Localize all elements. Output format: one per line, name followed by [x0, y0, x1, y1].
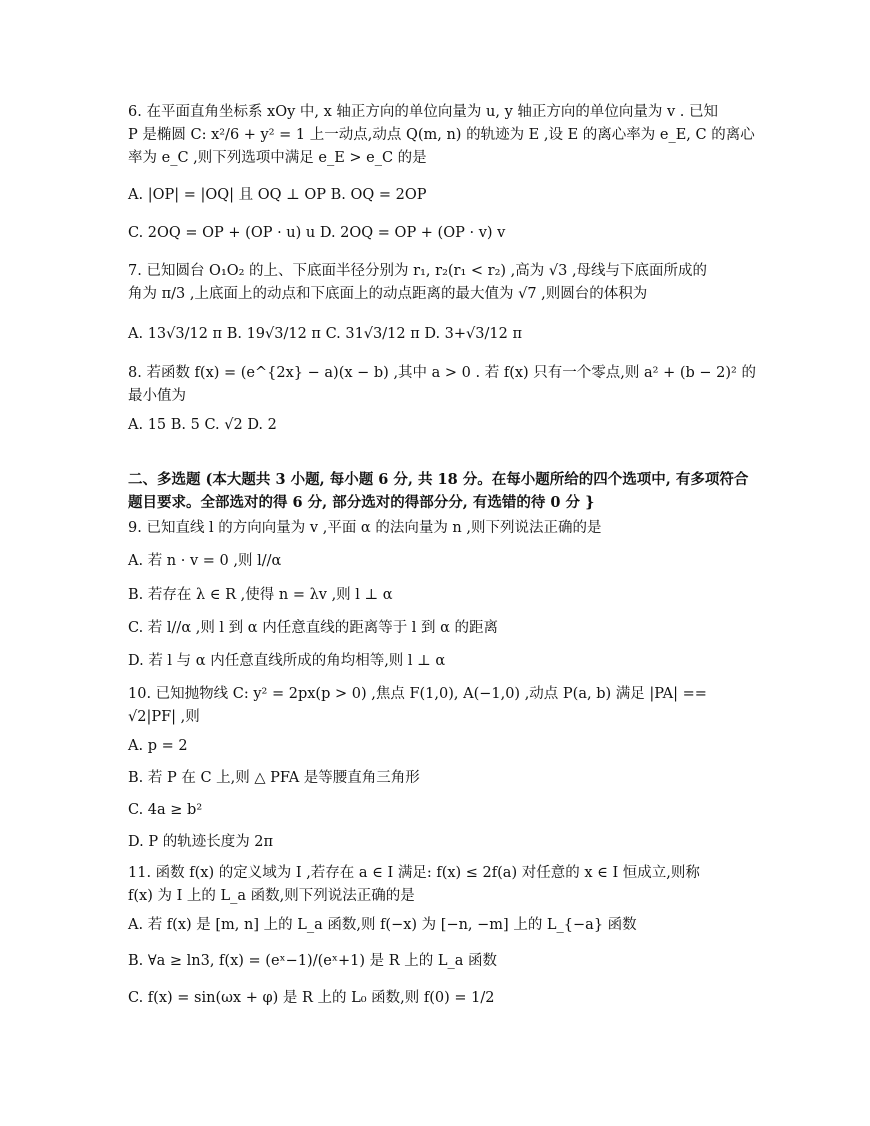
- question-11: [128, 862, 743, 908]
- question-6-line-1: 6. 在平面直角坐标系 xOy 中, x 轴正方向的单位向量为 u, y 轴正方向的单位向量为 v . 已知: [128, 104, 719, 120]
- option-text: C. 若 l//α ,则 l 到 α 内任意直线的距离等于 l 到 α 的距离: [128, 620, 499, 636]
- question-9-option-c: [128, 617, 743, 640]
- question-8: [128, 362, 756, 408]
- question-11-option-c: [128, 987, 743, 1010]
- question-6-option-ab: [128, 184, 743, 207]
- question-9-line-1: 9. 已知直线 l 的方向向量为 v ,平面 α 的法向量为 n ,则下列说法正确的是: [128, 520, 602, 536]
- option-text: D. 若 l 与 α 内任意直线所成的角均相等,则 l ⊥ α: [128, 653, 446, 669]
- question-9: [128, 517, 743, 540]
- option-text: C. f(x) = sin(ωx + φ) 是 R 上的 L₀ 函数,则 f(0) = 1/2: [128, 990, 495, 1006]
- option-text: C. 2OQ = OP + (OP · u) u D. 2OQ = OP + (OP · v) v: [128, 225, 506, 241]
- question-10-line-2: √2|PF| ,则: [128, 709, 200, 725]
- option-text: A. 13√3/12 π B. 19√3/12 π C. 31√3/12 π D. 3+√3/12 π: [128, 326, 522, 342]
- option-text: C. 4a ≥ b²: [128, 802, 203, 818]
- question-9-option-b: [128, 584, 743, 607]
- question-7: [128, 260, 743, 306]
- question-9-option-d: [128, 650, 743, 673]
- option-text: B. 若存在 λ ∈ R ,使得 n = λv ,则 l ⊥ α: [128, 587, 393, 603]
- question-6-option-cd: [128, 222, 743, 245]
- option-text: D. P 的轨迹长度为 2π: [128, 834, 274, 850]
- option-text: A. 15 B. 5 C. √2 D. 2: [128, 417, 277, 433]
- question-10-option-a: [128, 735, 743, 758]
- section-heading-line-2: 题目要求。全部选对的得 6 分, 部分选对的得部分分, 有选错的待 0 分 }: [128, 494, 595, 511]
- question-10-option-d: [128, 831, 743, 854]
- question-11-option-b: [128, 950, 743, 973]
- section-heading: [128, 468, 749, 514]
- question-8-line-1: 8. 若函数 f(x) = (e^{2x} − a)(x − b) ,其中 a > 0 . 若 f(x) 只有一个零点,则 a² + (b − 2)² 的: [128, 365, 756, 381]
- option-text: A. 若 n · v = 0 ,则 l//α: [128, 553, 282, 569]
- option-text: A. 若 f(x) 是 [m, n] 上的 L_a 函数,则 f(−x) 为 [−n, −m] 上的 L_{−a} 函数: [128, 917, 637, 933]
- question-11-line-2: f(x) 为 I 上的 L_a 函数,则下列说法正确的是: [128, 888, 415, 904]
- question-7-line-1: 7. 已知圆台 O₁O₂ 的上、下底面半径分别为 r₁, r₂(r₁ < r₂) ,高为 √3 ,母线与下底面所成的: [128, 263, 708, 279]
- question-9-option-a: [128, 550, 743, 573]
- question-6-line-3: 率为 e_C ,则下列选项中满足 e_E > e_C 的是: [128, 150, 427, 166]
- question-10-option-b: [128, 767, 743, 790]
- option-text: B. ∀a ≥ ln3, f(x) = (eˣ−1)/(eˣ+1) 是 R 上的 L_a 函数: [128, 953, 497, 969]
- question-6-line-2: P 是椭圆 C: x²/6 + y² = 1 上一动点,动点 Q(m, n) 的轨迹为 E ,设 E 的离心率为 e_E, C 的离心: [128, 127, 755, 143]
- question-6: [128, 101, 755, 170]
- question-8-options: [128, 414, 743, 437]
- question-10-option-c: [128, 799, 743, 822]
- question-7-options: [128, 323, 743, 346]
- question-7-line-2: 角为 π/3 ,上底面上的动点和下底面上的动点距离的最大值为 √7 ,则圆台的体积为: [128, 286, 648, 302]
- section-heading-line-1: 二、多选题 (本大题共 3 小题, 每小题 6 分, 共 18 分。在每小题所给的四个选项中, 有多项符合: [128, 471, 749, 488]
- question-11-option-a: [128, 914, 743, 937]
- option-text: A. p = 2: [128, 738, 188, 754]
- option-text: A. |OP| = |OQ| 且 OQ ⊥ OP B. OQ = 2OP: [128, 187, 427, 203]
- question-10-line-1: 10. 已知抛物线 C: y² = 2px(p > 0) ,焦点 F(1,0), A(−1,0) ,动点 P(a, b) 满足 |PA| ==: [128, 686, 707, 702]
- question-8-line-2: 最小值为: [128, 388, 186, 404]
- question-10: [128, 683, 743, 729]
- question-11-line-1: 11. 函数 f(x) 的定义域为 I ,若存在 a ∈ I 满足: f(x) ≤ 2f(a) 对任意的 x ∈ I 恒成立,则称: [128, 865, 700, 881]
- option-text: B. 若 P 在 C 上,则 △ PFA 是等腰直角三角形: [128, 770, 420, 786]
